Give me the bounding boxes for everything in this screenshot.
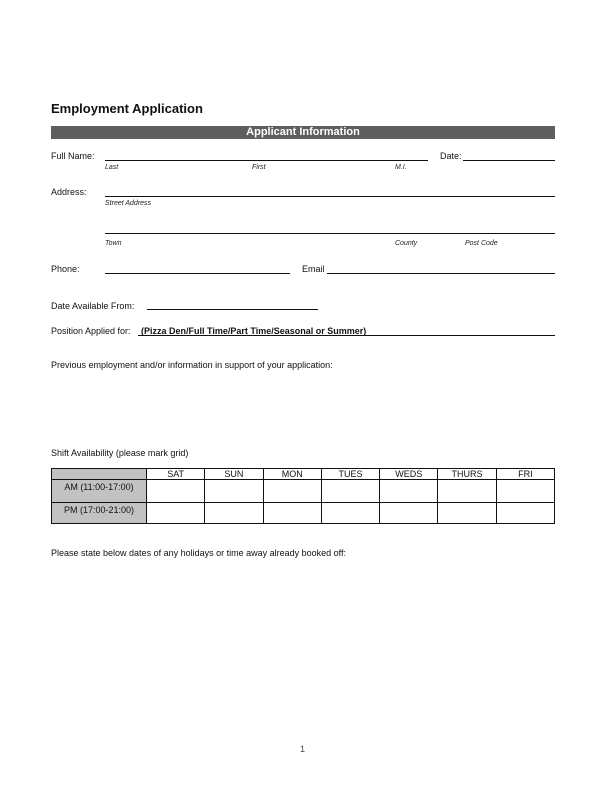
holidays-label: Please state below dates of any holidays or time away already booked off: — [51, 548, 347, 558]
town-county-postcode-field[interactable] — [105, 233, 555, 234]
shift-label-pm: PM (17:00-21:00) — [52, 503, 147, 524]
day-header-sat: SAT — [147, 469, 205, 480]
shift-label-am: AM (11:00-17:00) — [52, 480, 147, 503]
grid-cell-pm-thurs[interactable] — [438, 503, 496, 524]
date-available-field[interactable] — [147, 309, 318, 310]
grid-cell-am-thurs[interactable] — [438, 480, 496, 503]
section-header-applicant-information: Applicant Information — [51, 126, 555, 139]
grid-cell-pm-weds[interactable] — [380, 503, 438, 524]
shift-availability-label: Shift Availability (please mark grid) — [51, 448, 189, 458]
first-name-caption: First — [252, 164, 266, 171]
day-header-mon: MON — [263, 469, 321, 480]
post-code-caption: Post Code — [465, 240, 498, 247]
full-name-label: Full Name: — [51, 151, 95, 161]
middle-initial-caption: M.I. — [395, 164, 407, 171]
grid-cell-pm-sat[interactable] — [147, 503, 205, 524]
previous-employment-label: Previous employment and/or information in support of your application: — [51, 360, 333, 370]
day-header-sun: SUN — [205, 469, 263, 480]
address-label: Address: — [51, 187, 87, 197]
county-caption: County — [395, 240, 418, 247]
last-name-caption: Last — [105, 164, 119, 171]
grid-row-am — [52, 480, 555, 503]
phone-label: Phone: — [51, 264, 80, 274]
grid-cell-am-tues[interactable] — [321, 480, 379, 503]
position-field[interactable] — [138, 335, 555, 336]
grid-cell-pm-tues[interactable] — [321, 503, 379, 524]
previous-employment-area[interactable] — [51, 374, 555, 434]
street-address-field[interactable] — [105, 196, 555, 197]
grid-cell-pm-sun[interactable] — [205, 503, 263, 524]
page-title: Employment Application — [51, 101, 203, 116]
page-number: 1 — [300, 744, 306, 754]
date-label: Date: — [440, 151, 462, 161]
phone-field[interactable] — [105, 273, 290, 274]
day-header-fri: FRI — [496, 469, 554, 480]
grid-cell-pm-fri[interactable] — [496, 503, 554, 524]
email-label: Email — [302, 264, 325, 274]
date-available-label: Date Available From: — [51, 301, 135, 311]
holidays-area[interactable] — [51, 562, 555, 712]
full-name-field[interactable] — [105, 160, 428, 161]
day-header-weds: WEDS — [380, 469, 438, 480]
position-options-text: (Pizza Den/Full Time/Part Time/Seasonal or Summer) — [141, 326, 367, 336]
grid-header-row — [52, 469, 555, 480]
street-address-caption: Street Address — [105, 200, 152, 207]
date-field[interactable] — [463, 160, 555, 161]
position-label: Position Applied for: — [51, 326, 131, 336]
grid-cell-am-mon[interactable] — [263, 480, 321, 503]
grid-cell-am-sun[interactable] — [205, 480, 263, 503]
town-caption: Town — [105, 240, 122, 247]
day-header-thurs: THURS — [438, 469, 496, 480]
email-field[interactable] — [327, 273, 555, 274]
grid-cell-am-sat[interactable] — [147, 480, 205, 503]
grid-row-pm — [52, 503, 555, 524]
shift-availability-grid — [51, 468, 555, 524]
day-header-tues: TUES — [321, 469, 379, 480]
grid-cell-am-weds[interactable] — [380, 480, 438, 503]
grid-corner-cell — [52, 469, 147, 480]
grid-cell-pm-mon[interactable] — [263, 503, 321, 524]
grid-cell-am-fri[interactable] — [496, 480, 554, 503]
